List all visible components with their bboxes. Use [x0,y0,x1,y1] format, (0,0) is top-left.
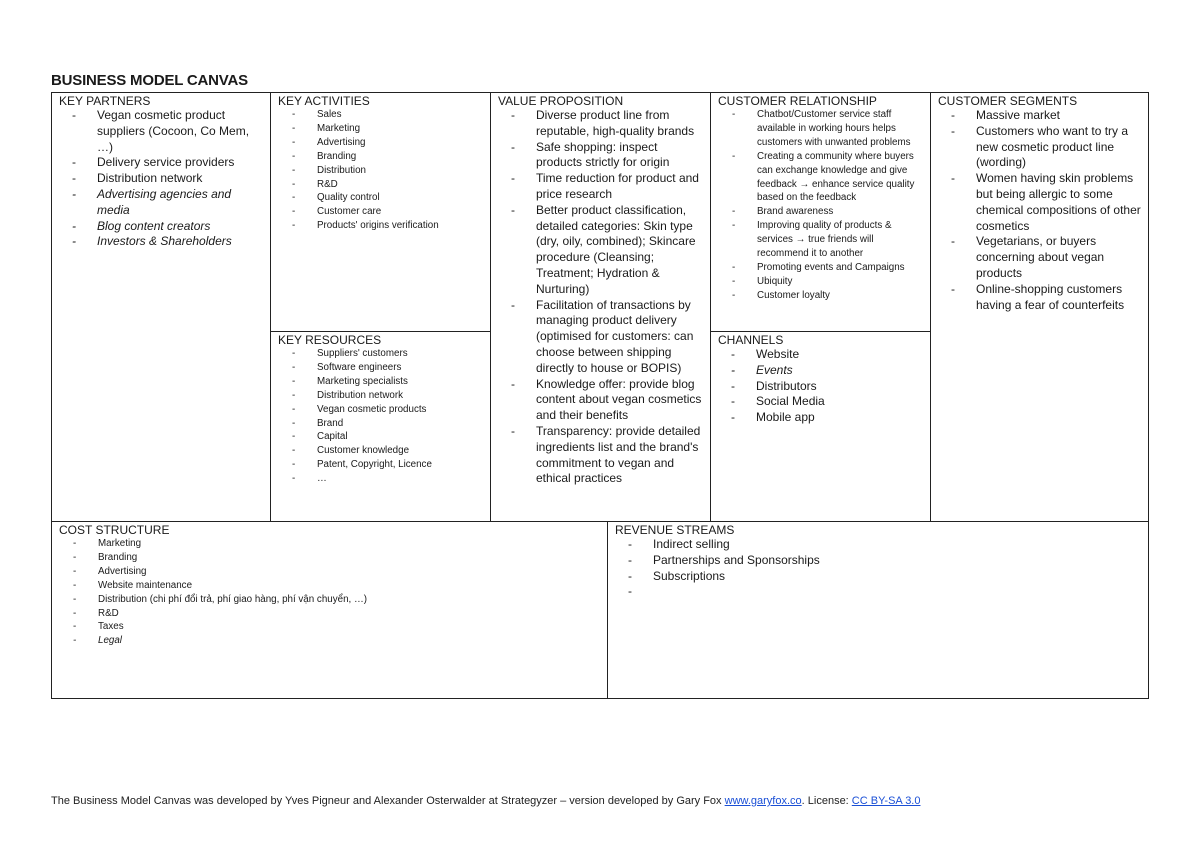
key-partners-section [52,93,271,522]
value-proposition-heading: VALUE PROPOSITION [498,94,624,108]
list-item: - Website maintenance [59,579,601,593]
key-partners-list [59,108,264,250]
list-item: - Safe shopping: inspect products strictly for origin [498,140,704,172]
license-link[interactable]: CC BY-SA 3.0 [851,795,921,807]
list-item: - Delivery service providers [59,155,264,171]
list-item: - Creating a community where buyers can exchange knowledge and give feedback → enhance service quality based on the feedback [718,150,924,206]
list-item: - Website [718,347,924,363]
garyfox-link[interactable]: www.garyfox.co [724,795,802,807]
list-item: - Partnerships and Sponsorships [615,553,1142,569]
customer-relationship-list [718,108,924,303]
list-item: - Quality control [278,191,484,205]
list-item: - Products' origins verification [278,219,484,233]
cost-structure-heading: COST STRUCTURE [59,523,170,537]
list-item: - Massive market [938,108,1142,124]
list-item: - Investors & Shareholders [59,234,264,250]
revenue-streams-heading: REVENUE STREAMS [615,523,735,537]
footer-license-label: . License: [801,795,852,807]
footer-text: The Business Model Canvas was developed by Yves Pigneur and Alexander Osterwalder at Strategyzer – version developed by Gary Fox [51,795,725,807]
list-item: - Customers who want to try a new cosmetic product line (wording) [938,124,1142,171]
page-title: BUSINESS MODEL CANVAS [51,72,248,89]
canvas-grid [51,92,1149,699]
channels-list [718,347,924,426]
list-item: - Vegan cosmetic product suppliers (Cocoon, Co Mem, …) [59,108,264,155]
list-item: - Customer loyalty [718,289,924,303]
list-item: - Online-shopping customers having a fear of counterfeits [938,282,1142,314]
list-item: - Women having skin problems but being allergic to some chemical compositions of other cosmetics [938,171,1142,234]
list-item: - R&D [59,607,601,621]
list-item: - Social Media [718,394,924,410]
customer-segments-heading: CUSTOMER SEGMENTS [938,94,1078,108]
footer [51,795,920,807]
value-proposition-section [491,93,711,522]
list-item: - … [278,472,484,486]
value-proposition-list [498,108,704,487]
list-item: - Marketing specialists [278,375,484,389]
list-item: - Mobile app [718,410,924,426]
key-activities-section [271,93,491,332]
list-item: - Customer care [278,205,484,219]
list-item: - Blog content creators [59,219,264,235]
list-item: - Capital [278,430,484,444]
list-item: - Advertising agencies and media [59,187,264,219]
list-item: - Transparency: provide detailed ingredients list and the brand's commitment to vegan and ethical practices [498,424,704,487]
list-item: - Distribution network [278,389,484,403]
list-item: - Software engineers [278,361,484,375]
list-item: - Subscriptions [615,569,1142,585]
key-resources-list [278,347,484,486]
list-item: - Legal [59,634,601,648]
list-item: - Indirect selling [615,537,1142,553]
key-resources-section [271,332,491,522]
list-item: - Time reduction for product and price research [498,171,704,203]
list-item: - Ubiquity [718,275,924,289]
cost-structure-section [52,522,608,698]
list-item: - Better product classification, detailed categories: Skin type (dry, oily, combined); Skincare procedure (Cleansing; Treatment; Hydration & Nurturing) [498,203,704,298]
channels-heading: CHANNELS [718,333,784,347]
revenue-streams-section [608,522,1148,698]
list-item: - Distribution (chi phí đổi trả, phí giao hàng, phí vận chuyển, …) [59,593,601,607]
customer-segments-list [938,108,1142,313]
customer-relationship-section [711,93,931,332]
list-item: - Suppliers' customers [278,347,484,361]
list-item: - Vegetarians, or buyers concerning about vegan products [938,234,1142,281]
list-item: - Events [718,363,924,379]
list-item: - Branding [278,150,484,164]
list-item: - Promoting events and Campaigns [718,261,924,275]
list-item: - Patent, Copyright, Licence [278,458,484,472]
list-item: - Marketing [59,537,601,551]
channels-section [711,332,931,522]
list-item: - Vegan cosmetic products [278,403,484,417]
key-activities-list [278,108,484,233]
list-item: - Taxes [59,620,601,634]
revenue-streams-list [615,537,1142,600]
list-item: - Facilitation of transactions by managing product delivery (optimised for customers: can choose between shipping directly to house or BOPIS) [498,298,704,377]
list-item: - Marketing [278,122,484,136]
key-partners-heading: KEY PARTNERS [59,94,151,108]
list-item: - Brand [278,417,484,431]
list-item: - R&D [278,178,484,192]
list-item: - Advertising [278,136,484,150]
list-item: - Distribution network [59,171,264,187]
customer-segments-section [931,93,1148,522]
list-item: - Distribution [278,164,484,178]
list-item: - Distributors [718,379,924,395]
key-activities-heading: KEY ACTIVITIES [278,94,370,108]
list-item: - Knowledge offer: provide blog content about vegan cosmetics and their benefits [498,377,704,424]
list-item: - Brand awareness [718,205,924,219]
key-resources-heading: KEY RESOURCES [278,333,382,347]
list-item: - Customer knowledge [278,444,484,458]
list-item: - Branding [59,551,601,565]
list-item: - Advertising [59,565,601,579]
cost-structure-list [59,537,601,648]
list-item [615,584,1142,600]
list-item: - Diverse product line from reputable, high-quality brands [498,108,704,140]
list-item: - Sales [278,108,484,122]
customer-relationship-heading: CUSTOMER RELATIONSHIP [718,94,877,108]
list-item: - Improving quality of products & services → true friends will recommend it to another [718,219,924,261]
list-item: - Chatbot/Customer service staff available in working hours helps customers with unwanted problems [718,108,924,150]
